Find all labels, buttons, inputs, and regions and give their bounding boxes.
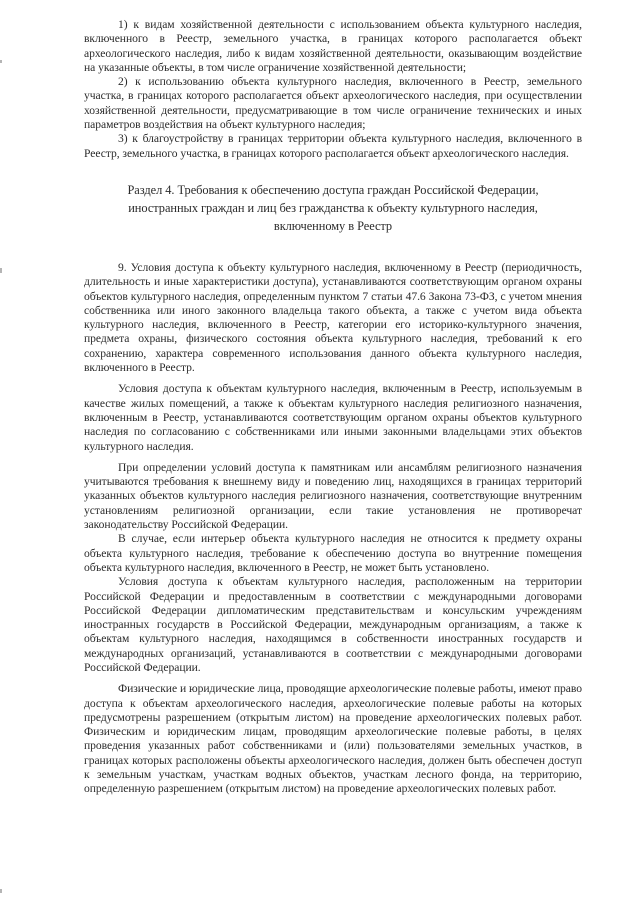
section-4-heading: Раздел 4. Требования к обеспечению доступа граждан Российской Федерации, иностранных граждан и лиц без гражданства к объекту культурного наследия, включенному в Реестр: [127, 182, 539, 233]
paragraph-diplomatic: Условия доступа к объектам культурного наследия, расположенным на территории Российской Федерации и предоставленным в соответствии с международными договорами Российской Федерации дипломатическим представительствам и консульским учреждениям иностранных государств в Российской Федерации, международным организациям, а также к объектам культурного наследия, находящимся в собственности иностранных государств и международных организаций, устанавливаются в соответствии с международными договорами Российской Федерации.: [84, 575, 582, 674]
scan-mark-middle: [0, 268, 2, 273]
paragraph-religious-monuments: При определении условий доступа к памятникам или ансамблям религиозного назначения учитываются требования к внешнему виду и поведению лиц, находящихся в границах территорий указанных объектов культурного наследия религиозного назначения, соответствующие внутренним установлениям религиозной организации, если такие установления не противоречат законодательству Российской Федерации.: [84, 460, 582, 532]
paragraph-interior: В случае, если интерьер объекта культурного наследия не относится к предмету охраны объекта культурного наследия, требование к обеспечению доступа во внутренние помещения объекта культурного наследия, включенного в Реестр, не может быть установлено.: [84, 532, 582, 574]
scan-mark-top: [0, 60, 2, 63]
clause-3: 3) к благоустройству в границах территории объекта культурного наследия, включенного в Реестр, земельного участка, в границах которого располагается объект археологического наследия.: [84, 132, 582, 160]
scan-mark-bottom: [0, 889, 2, 893]
clause-2: 2) к использованию объекта культурного наследия, включенного в Реестр, земельного участка, в границах которого располагается объект археологического наследия, при осуществлении хозяйственной деятельности, предусматривающие в том числе ограничение технических и иных параметров воздействия на объект культурного наследия;: [84, 75, 582, 132]
document-body: [84, 18, 582, 797]
paragraph-archaeological-works: Физические и юридические лица, проводящие археологические полевые работы, имеют право доступа к объектам археологического наследия, археологические полевые работы на которых предусмотрены разрешением (открытым листом) на проведение археологических полевых работ. Физическим и юридическим лицам, проводящим археологические полевые работы, в целях проведения указанных работ собственниками и (или) пользователями земельных участков, в границах которых расположены объекты археологического наследия, должен быть обеспечен доступ к земельным участкам, участкам водных объектов, участкам лесного фонда, на территорию, определенную разрешением (открытым листом) на проведение археологических полевых работ.: [84, 682, 582, 796]
paragraph-residential-access: Условия доступа к объектам культурного наследия, включенным в Реестр, используемым в качестве жилых помещений, а также к объектам культурного наследия религиозного назначения, включенным в Реестр, устанавливаются соответствующим органом охраны объектов культурного наследия по согласованию с собственниками или иными законными владельцами этих объектов культурного наследия.: [84, 382, 582, 453]
clause-1: 1) к видам хозяйственной деятельности с использованием объекта культурного наследия, включенного в Реестр, земельного участка, в границах которого располагается объект археологического наследия, либо к видам хозяйственной деятельности, оказывающим воздействие на указанные объекты, в том числе ограничение хозяйственной деятельности;: [84, 18, 582, 74]
paragraph-9: 9. Условия доступа к объекту культурного наследия, включенному в Реестр (периодичность, длительность и иные характеристики доступа), устанавливаются соответствующим органом охраны объектов культурного наследия, определенным пунктом 7 статьи 47.6 Закона 73-ФЗ, с учетом мнения собственника или иного законного владельца такого объекта, а также с учетом вида объекта культурного наследия, включенного в Реестр, категории его историко-культурного значения, предмета охраны, физического состояния объекта культурного наследия, требований к его сохранению, характера современного использования данного объекта культурного наследия, включенного в Реестр.: [84, 260, 582, 375]
